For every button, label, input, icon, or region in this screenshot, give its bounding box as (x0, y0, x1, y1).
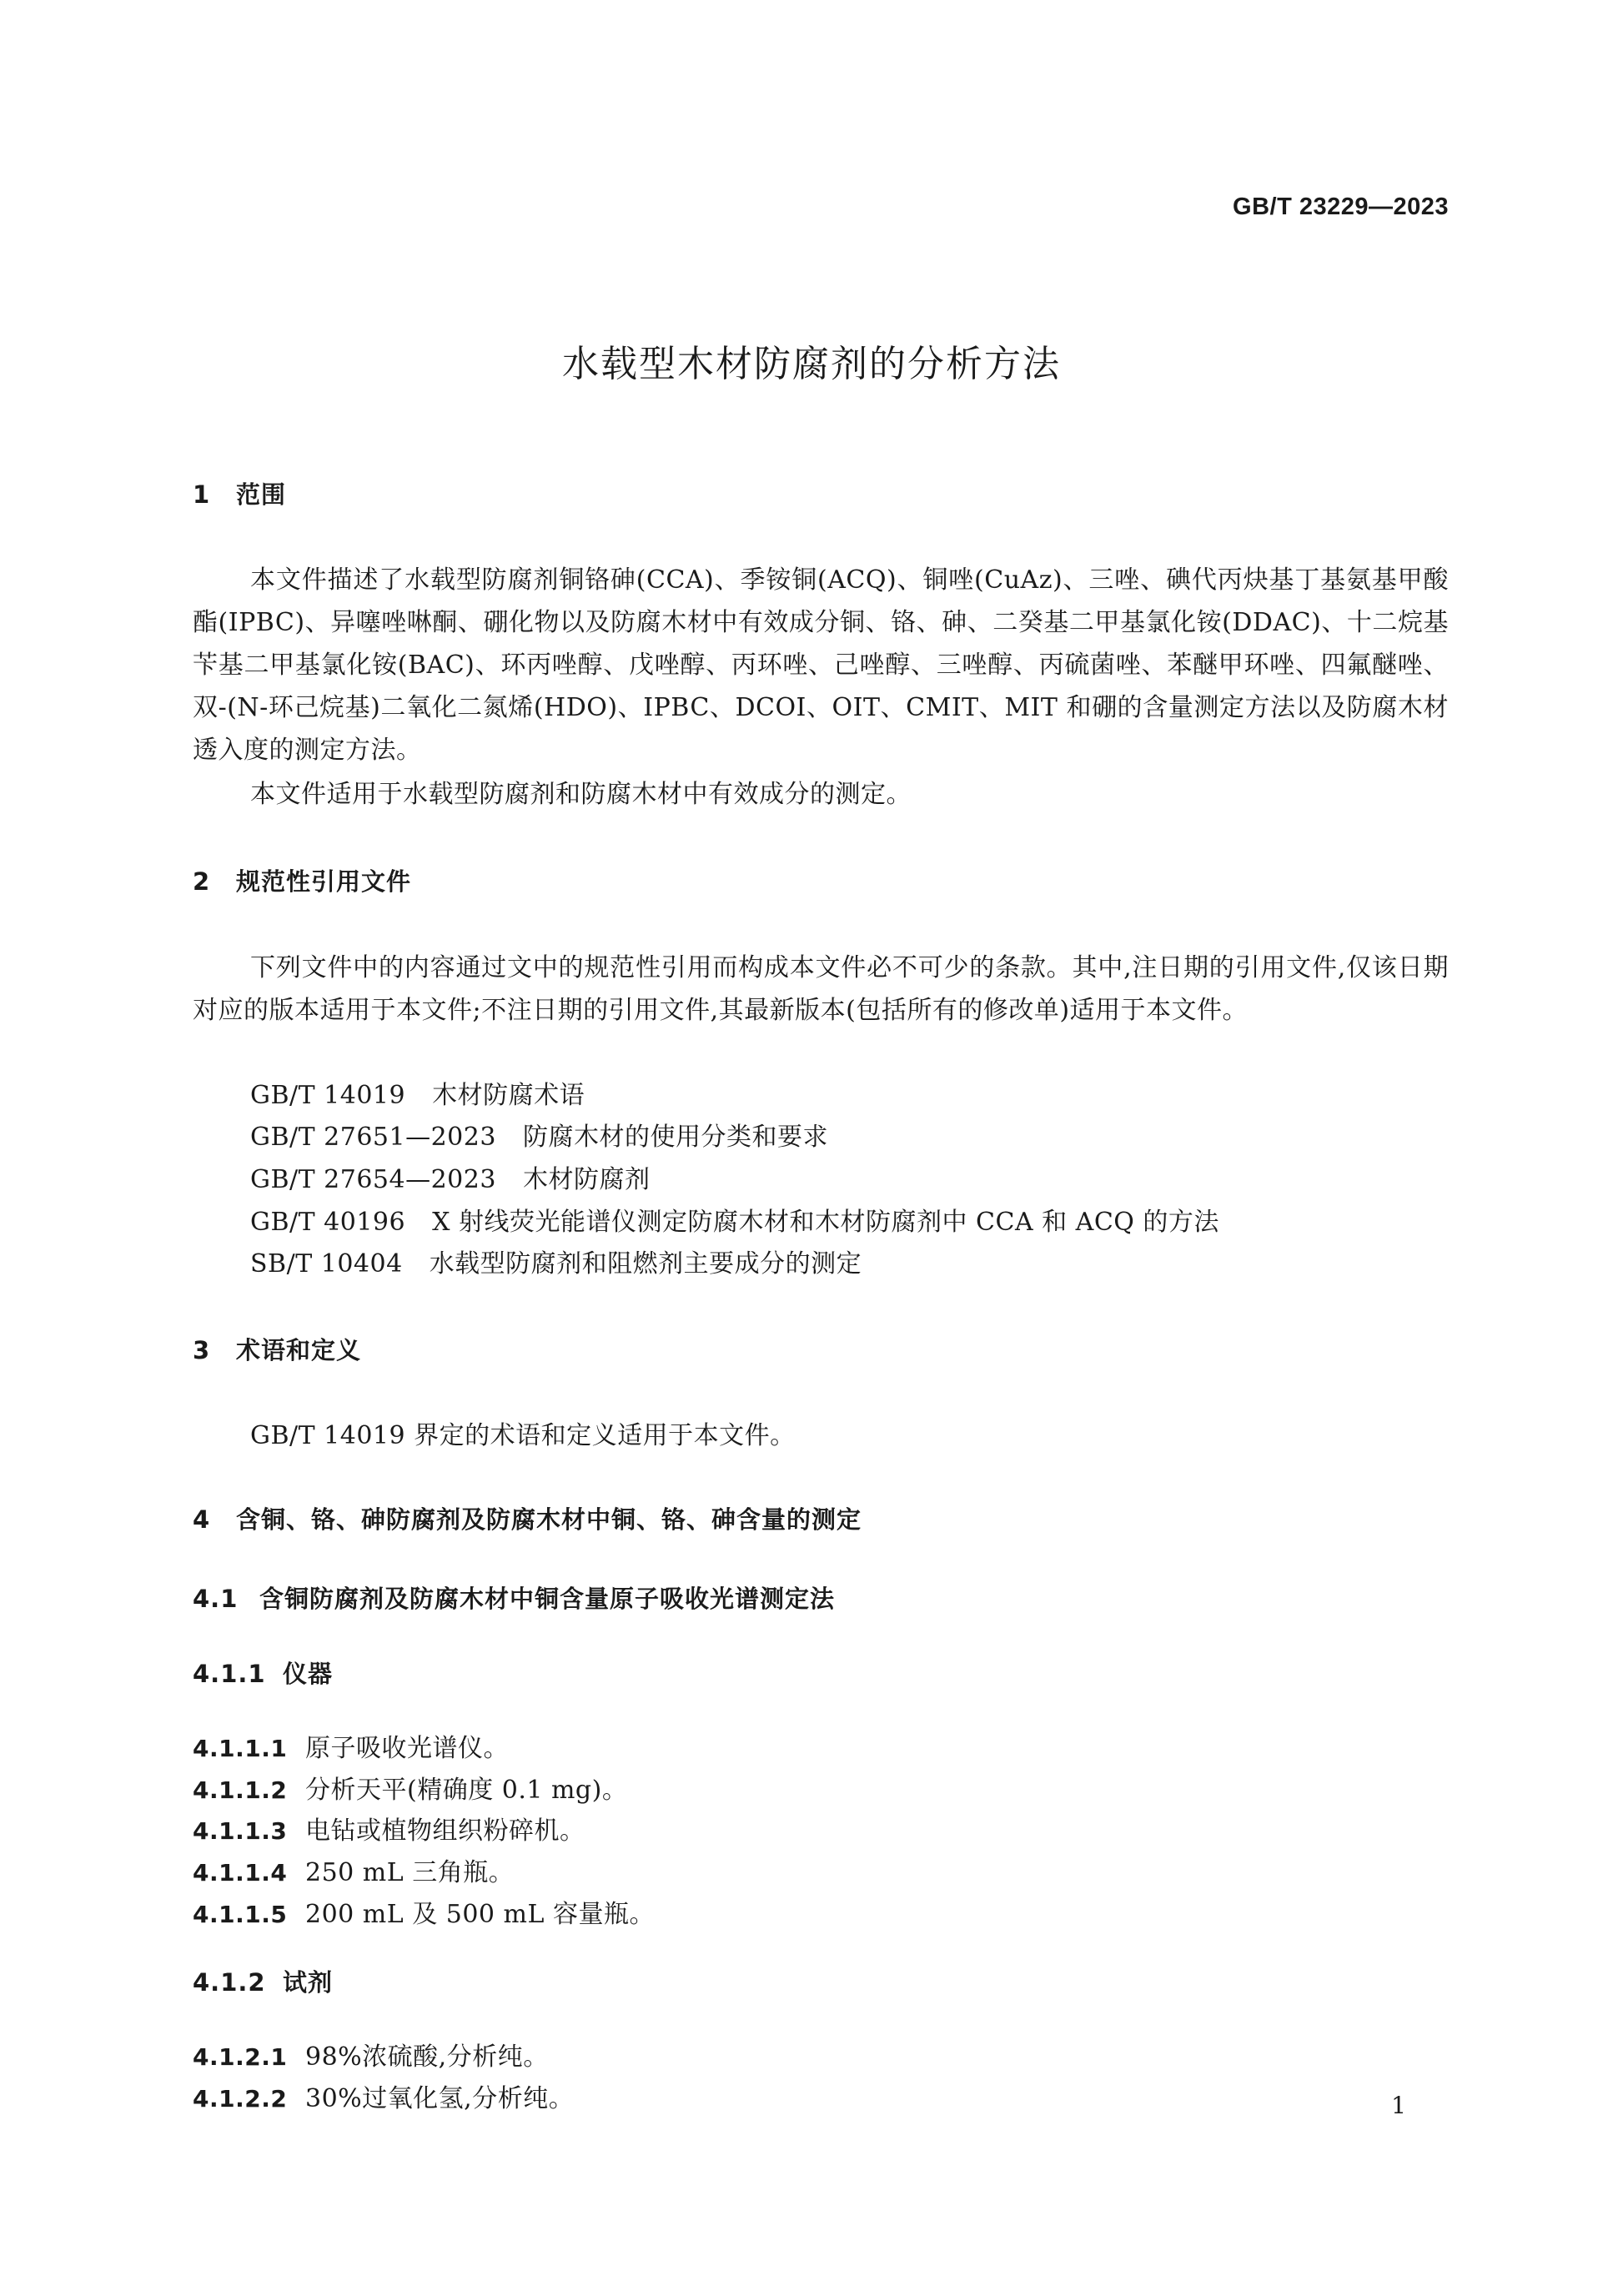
section-number: 4.1 (193, 1585, 239, 1613)
reference-item (250, 1201, 1219, 1238)
clause-text: 原子吸收光谱仪。 (305, 1734, 509, 1763)
terms-definition-text: GB/T 14019 界定的术语和定义适用于本文件。 (250, 1421, 796, 1450)
reference-item (250, 1243, 862, 1279)
section-number: 4 (193, 1505, 211, 1534)
normative-references-intro: 下列文件中的内容通过文中的规范性引用而构成本文件必不可少的条款。其中,注日期的引用文件,仅该日期对应的版本适用于本文件;不注日期的引用文件,其最新版本(包括所有的修改单)适用于本文件。 (193, 953, 1449, 1025)
reference-item (250, 1116, 828, 1153)
clause-text: 98%浓硫酸,分析纯。 (305, 2042, 549, 2072)
reference-title: 木材防腐剂 (522, 1165, 651, 1194)
section-number: 4.1.1 (193, 1660, 266, 1688)
section-3-heading (193, 1332, 361, 1366)
section-title: 规范性引用文件 (236, 867, 412, 896)
clause-number: 4.1.1.5 (193, 1901, 288, 1928)
reference-code: GB/T 27651—2023 (250, 1123, 496, 1152)
clause-number: 4.1.1.2 (193, 1776, 288, 1804)
reference-code: GB/T 14019 (250, 1081, 406, 1110)
section-title: 仪器 (283, 1660, 334, 1688)
section-title: 范围 (236, 480, 287, 509)
standard-code: GB/T 23229—2023 (1233, 193, 1449, 220)
reference-title: 木材防腐术语 (432, 1081, 585, 1110)
clause-number: 4.1.2.1 (193, 2043, 288, 2071)
clause-number: 4.1.1.1 (193, 1735, 288, 1762)
section-1-heading (193, 476, 286, 510)
clause-item (193, 1893, 655, 1930)
reference-title: 防腐木材的使用分类和要求 (522, 1123, 828, 1152)
scope-paragraph: 本文件描述了水载型防腐剂铜铬砷(CCA)、季铵铜(ACQ)、铜唑(CuAz)、三唑、碘代丙炔基丁基氨基甲酸酯(IPBC)、异噻唑啉酮、硼化物以及防腐木材中有效成分铜、铬、砷、二癸基二甲基氯化铵(DDAC)、十二烷基苄基二甲基氯化铵(BAC)、环丙唑醇、戊唑醇、丙环唑、己唑醇、三唑醇、丙硫菌唑、苯醚甲环唑、四氟醚唑、双-(N-环己烷基)二氧化二氮烯(HDO)、IPBC、DCOI、OIT、CMIT、MIT 和硼的含量测定方法以及防腐木材透入度的测定方法。 (193, 565, 1449, 765)
scope-applicability: 本文件适用于水载型防腐剂和防腐木材中有效成分的测定。 (250, 780, 912, 809)
clause-text: 250 mL 三角瓶。 (305, 1858, 515, 1887)
section-title: 含铜防腐剂及防腐木材中铜含量原子吸收光谱测定法 (259, 1585, 836, 1613)
clause-item (193, 1727, 509, 1764)
section-number: 1 (193, 480, 211, 509)
subsection-4-1-1-heading (193, 1655, 333, 1690)
clause-number: 4.1.1.3 (193, 1817, 288, 1845)
section-4-heading (193, 1501, 862, 1535)
page-number: 1 (1391, 2092, 1406, 2119)
clause-item (193, 1769, 627, 1806)
clause-text: 200 mL 及 500 mL 容量瓶。 (305, 1900, 655, 1929)
clause-item (193, 1851, 514, 1888)
clause-number: 4.1.1.4 (193, 1859, 288, 1887)
section-number: 3 (193, 1336, 211, 1364)
section-title: 含铜、铬、砷防腐剂及防腐木材中铜、铬、砷含量的测定 (236, 1505, 862, 1534)
clause-item (193, 1810, 585, 1846)
clause-text: 分析天平(精确度 0.1 mg)。 (305, 1776, 628, 1805)
reference-title: X 射线荧光能谱仪测定防腐木材和木材防腐剂中 CCA 和 ACQ 的方法 (432, 1208, 1219, 1237)
document-title: 水载型木材防腐剂的分析方法 (562, 343, 1061, 385)
section-number: 4.1.2 (193, 1968, 266, 1997)
reference-title: 水载型防腐剂和阻燃剂主要成分的测定 (429, 1249, 862, 1279)
reference-code: GB/T 40196 (250, 1208, 406, 1237)
reference-item (250, 1074, 585, 1111)
section-title: 试剂 (283, 1968, 334, 1997)
clause-text: 30%过氧化氢,分析纯。 (305, 2084, 575, 2113)
clause-item (193, 2077, 574, 2114)
section-2-heading (193, 863, 411, 897)
subsection-4-1-heading (193, 1580, 835, 1615)
clause-number: 4.1.2.2 (193, 2085, 288, 2113)
section-title: 术语和定义 (236, 1336, 362, 1364)
reference-code: GB/T 27654—2023 (250, 1165, 496, 1194)
section-number: 2 (193, 867, 211, 896)
subsection-4-1-2-heading (193, 1964, 333, 1998)
clause-text: 电钻或植物组织粉碎机。 (305, 1816, 585, 1846)
reference-code: SB/T 10404 (250, 1249, 403, 1279)
clause-item (193, 2036, 549, 2072)
reference-item (250, 1158, 650, 1195)
